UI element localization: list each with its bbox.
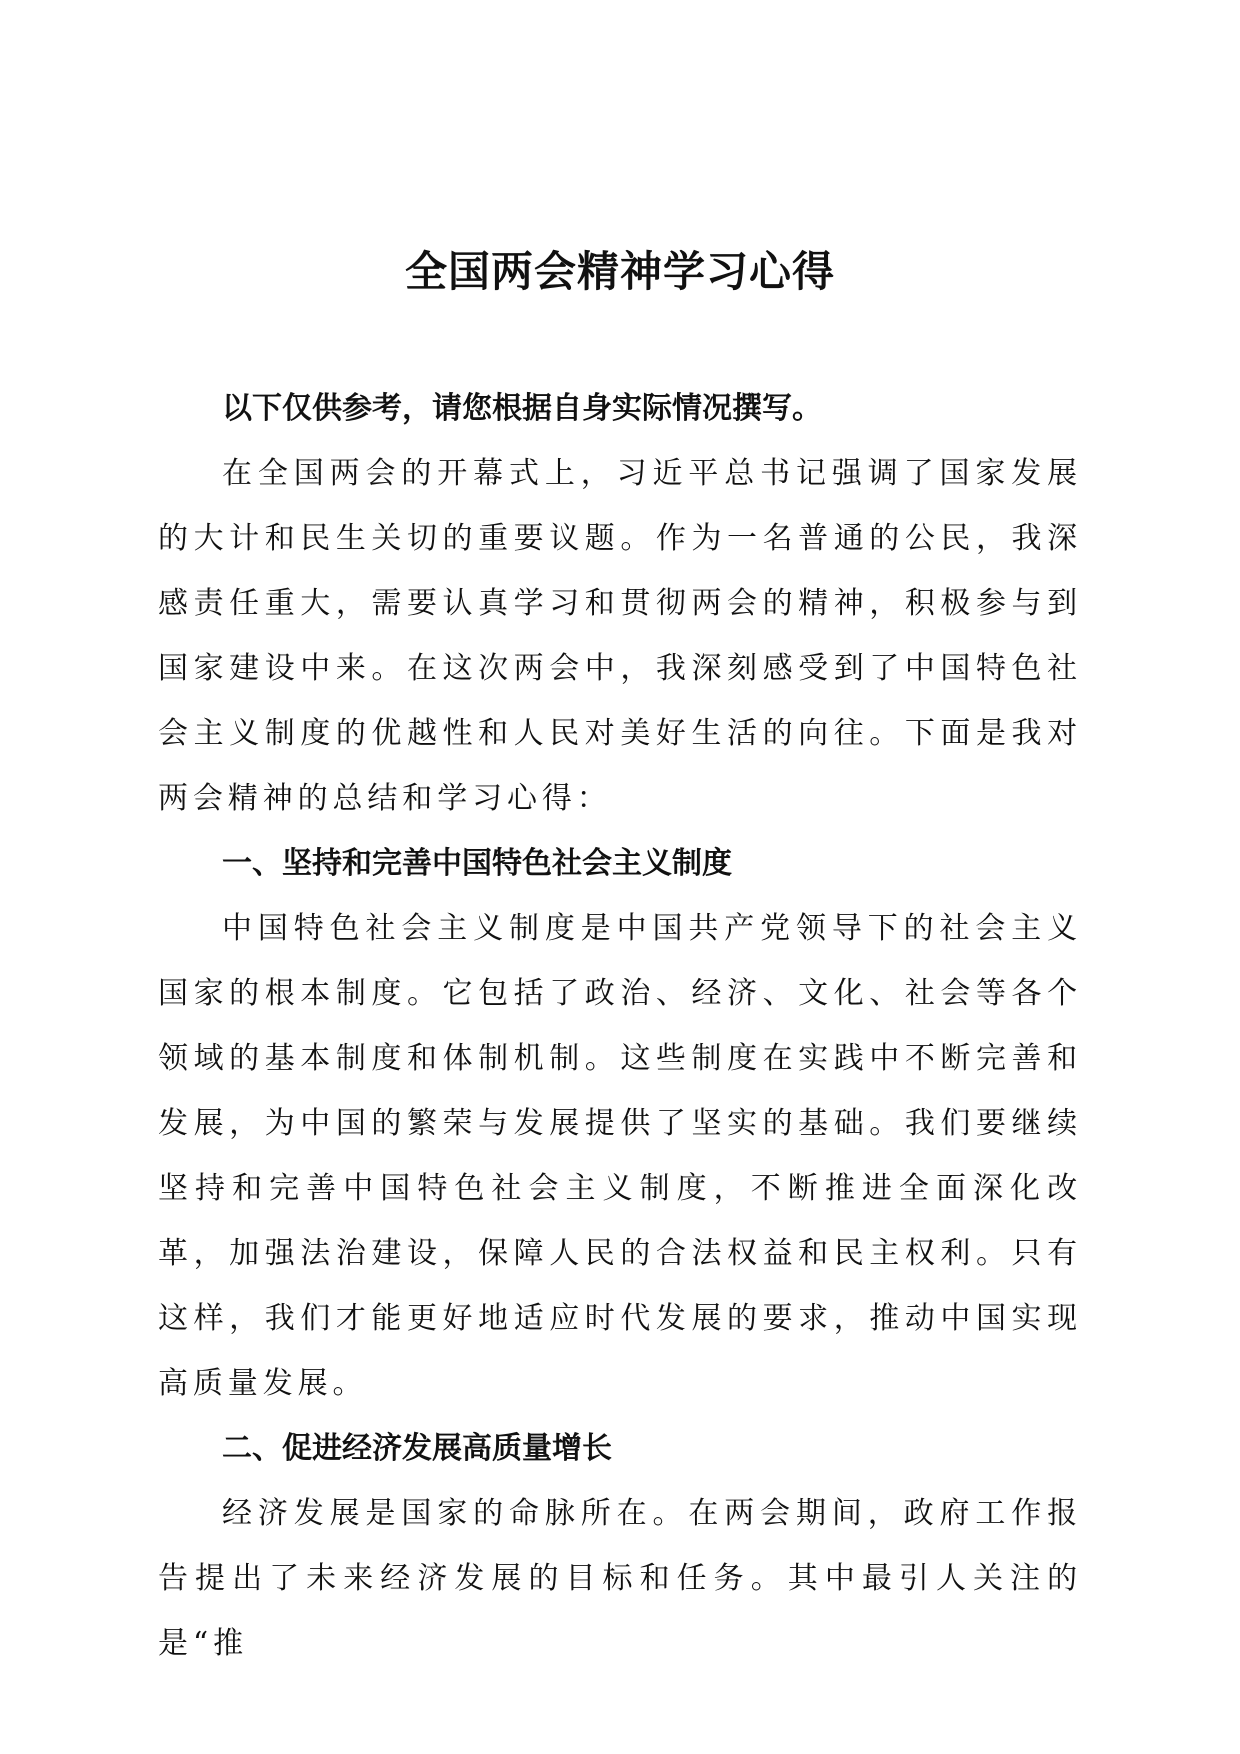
- section-2-paragraph: 经济发展是国家的命脉所在。在两会期间，政府工作报告提出了未来经济发展的目标和任务。其中最引人关注的是“推: [158, 1496, 1082, 1661]
- intro-paragraph: 在全国两会的开幕式上，习近平总书记强调了国家发展的大计和民生关切的重要议题。作为一名普通的公民，我深感责任重大，需要认真学习和贯彻两会的精神，积极参与到国家建设中来。在这次两会中，我深刻感受到了中国特色社会主义制度的优越性和人民对美好生活的向往。下面是我对两会精神的总结和学习心得：: [158, 456, 1082, 816]
- section-1-paragraph: 中国特色社会主义制度是中国共产党领导下的社会主义国家的根本制度。它包括了政治、经济、文化、社会等各个领域的基本制度和体制机制。这些制度在实践中不断完善和发展，为中国的繁荣与发展提供了坚实的基础。我们要继续坚持和完善中国特色社会主义制度，不断推进全面深化改革，加强法治建设，保障人民的合法权益和民主权利。只有这样，我们才能更好地适应时代发展的要求，推动中国实现高质量发展。: [158, 911, 1082, 1401]
- section-heading-2: 二、促进经济发展高质量增长: [222, 1431, 612, 1466]
- reference-note: 以下仅供参考，请您根据自身实际情况撰写。: [222, 391, 822, 426]
- document-body: [158, 376, 1082, 1676]
- section-heading-1: 一、坚持和完善中国特色社会主义制度: [222, 846, 732, 881]
- document-title: 全国两会精神学习心得: [404, 247, 835, 296]
